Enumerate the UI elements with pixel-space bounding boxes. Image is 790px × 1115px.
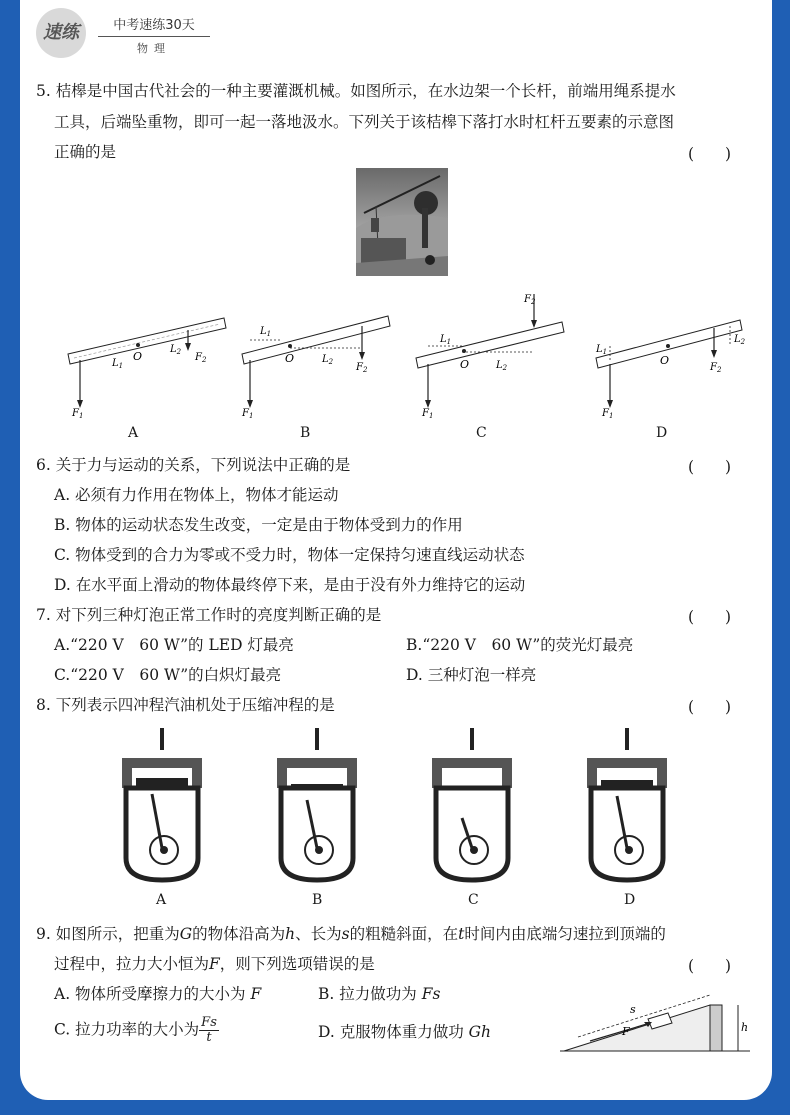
q6-option-b[interactable]: B. 物体的运动状态发生改变，一定是由于物体受到力的作用 bbox=[54, 516, 463, 534]
series-title: 中考速练30天 bbox=[98, 14, 210, 37]
q5-option-d[interactable]: D bbox=[656, 425, 668, 441]
svg-text:L2: $L_2$ bbox=[734, 334, 746, 346]
q9-option-d[interactable]: D. 克服物体重力做功 Gh bbox=[318, 1023, 492, 1041]
q5-lever-b bbox=[230, 288, 400, 418]
svg-text:L1: $L_1$ bbox=[596, 344, 608, 356]
q5-lever-c bbox=[402, 288, 572, 418]
incline-h-label: h bbox=[741, 1021, 749, 1034]
engine-c bbox=[432, 728, 512, 880]
q9-answer-paren[interactable]: ( ) bbox=[688, 957, 732, 975]
header bbox=[20, 0, 772, 62]
q8-option-d[interactable]: D bbox=[624, 892, 636, 908]
logo bbox=[36, 8, 86, 58]
svg-text:L1: $L_1$ bbox=[440, 334, 452, 346]
q9-line2: 过程中，拉力大小恒为F，则下列选项错误的是 bbox=[54, 955, 375, 973]
q8-answer-paren[interactable]: ( ) bbox=[688, 698, 732, 716]
lever-a-o-label: O bbox=[133, 350, 143, 363]
q8-stem: 8. 下列表示四冲程汽油机处于压缩冲程的是 bbox=[36, 696, 335, 714]
q5-illustration bbox=[356, 168, 448, 276]
q5-option-a[interactable]: A bbox=[128, 425, 139, 441]
q5-line3: 正确的是 bbox=[54, 143, 117, 161]
q6-option-a[interactable]: A. 必须有力作用在物体上，物体才能运动 bbox=[54, 486, 339, 504]
q8-engine-diagrams bbox=[112, 728, 692, 888]
q7-option-b[interactable]: B.“220 V 60 W”的荧光灯最亮 bbox=[406, 636, 634, 654]
q7-option-d[interactable]: D. 三种灯泡一样亮 bbox=[406, 666, 537, 684]
svg-text:L1: $L_1$ bbox=[260, 326, 272, 338]
q5-option-b[interactable]: B bbox=[300, 425, 311, 441]
svg-text:L2: $L_2$ bbox=[170, 344, 182, 356]
q7-stem: 7. 对下列三种灯泡正常工作时的亮度判断正确的是 bbox=[36, 606, 382, 624]
q8-option-c[interactable]: C bbox=[468, 892, 479, 908]
q6-stem: 6. 关于力与运动的关系，下列说法中正确的是 bbox=[36, 456, 351, 474]
logo-text: 速练 bbox=[43, 22, 79, 43]
q5-lever-a bbox=[60, 288, 230, 418]
fraction-fs-t: $\frac{Fs}{t}$ bbox=[201, 1015, 217, 1045]
q5-option-c[interactable]: C bbox=[476, 425, 487, 441]
engine-d bbox=[587, 728, 667, 880]
svg-text:L1: $L_1$ bbox=[112, 358, 124, 370]
svg-text:L2: $L_2$ bbox=[496, 360, 508, 372]
svg-text:O: O bbox=[660, 354, 670, 367]
svg-text:F2: $F_2$ bbox=[195, 352, 207, 364]
q5-answer-paren[interactable]: ( ) bbox=[688, 145, 732, 163]
q5-line2: 工具，后端坠重物，即可一起一落地汲水。下列关于该桔槔下落打水时杠杆五要素的示意图 bbox=[54, 113, 675, 131]
engine-a bbox=[122, 728, 202, 880]
q7-option-a[interactable]: A.“220 V 60 W”的 LED 灯最亮 bbox=[54, 636, 294, 654]
q6-answer-paren[interactable]: ( ) bbox=[688, 458, 732, 476]
q9-incline-diagram bbox=[560, 975, 750, 1060]
svg-text:F1: $F_1$ bbox=[602, 408, 614, 418]
q9-option-a[interactable]: A. 物体所受摩擦力的大小为 F bbox=[54, 985, 262, 1003]
svg-text:O: O bbox=[285, 352, 295, 365]
incline-f-label: F bbox=[622, 1025, 630, 1038]
q9-option-b[interactable]: B. 拉力做功为 Fs bbox=[318, 985, 441, 1003]
q8-option-a[interactable]: A bbox=[156, 892, 167, 908]
q9-line1: 9. 如图所示，把重为G的物体沿高为h、长为s的粗糙斜面，在t时间内由底端匀速拉到顶端的 bbox=[36, 925, 666, 943]
q7-option-c[interactable]: C.“220 V 60 W”的白炽灯最亮 bbox=[54, 666, 282, 684]
subject-label: 物理 bbox=[137, 42, 171, 55]
q5-line1: 5. 桔槔是中国古代社会的一种主要灌溉机械。如图所示，在水边架一个长杆，前端用绳系提水 bbox=[36, 82, 676, 100]
svg-text:F2: $F_2$ bbox=[710, 362, 722, 374]
engine-b bbox=[277, 728, 357, 880]
page bbox=[20, 0, 772, 1100]
q7-answer-paren[interactable]: ( ) bbox=[688, 608, 732, 626]
q6-option-c[interactable]: C. 物体受到的合力为零或不受力时，物体一定保持匀速直线运动状态 bbox=[54, 546, 525, 564]
svg-text:F1: $F_1$ bbox=[242, 408, 254, 418]
incline-s-label: s bbox=[630, 1003, 636, 1016]
svg-text:F1: $F_1$ bbox=[72, 408, 84, 418]
svg-text:L2: $L_2$ bbox=[322, 354, 334, 366]
q8-option-b[interactable]: B bbox=[312, 892, 323, 908]
q9-option-c[interactable]: C. 拉力功率的大小为 $\frac{Fs}{t}$ bbox=[54, 1015, 217, 1045]
svg-text:F2: $F_2$ bbox=[524, 294, 536, 306]
q6-option-d[interactable]: D. 在水平面上滑动的物体最终停下来，是由于没有外力维持它的运动 bbox=[54, 576, 526, 594]
svg-text:O: O bbox=[460, 358, 470, 371]
svg-text:F2: $F_2$ bbox=[356, 362, 368, 374]
svg-text:F1: $F_1$ bbox=[422, 408, 434, 418]
q5-lever-d bbox=[580, 288, 750, 418]
